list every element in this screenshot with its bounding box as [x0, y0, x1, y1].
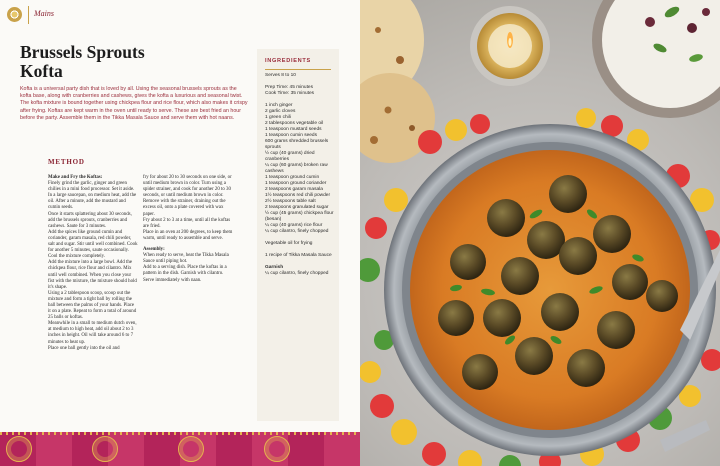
ingredient-line: Cook Time: 35 minutes [265, 91, 315, 96]
ingredient-line: 1 green chili [265, 115, 291, 120]
method-step: When ready to serve, heat the Tikka Masala Sauce until piping hot. [143, 253, 229, 265]
dish-photo [360, 0, 720, 466]
method-column-2 [143, 175, 235, 284]
method-step: Once it starts splattering about 30 seconds, add the brussels sprouts, cranberries and cashews. Saute for 3 minutes. [48, 211, 132, 229]
method-step: Finely grind the garlic, ginger and green chilies in a mini food processor. Set it aside. [48, 181, 135, 193]
decorative-footer-band [0, 432, 360, 466]
mandala-emblem-icon [7, 7, 22, 22]
footer-mandala-icon [6, 436, 32, 462]
ingredient-line: 600 grams shredded brussels sprouts [265, 139, 329, 150]
ingredients-panel [257, 49, 339, 421]
ingredient-line: ½ cup (40 grams) dried cranberries [265, 151, 315, 162]
method-step: Using a 2 tablespoon scoop, scoop out the mixture and form a tight ball by rolling the ball between the palms of your hands. Place it on a plate. Repeat to form a total of around 25 balls or koftas. [48, 290, 137, 321]
footer-mandala-icon [264, 436, 290, 462]
method-step: Add to a serving dish. Place the koftas in a pattern in the dish. Garnish with cilantro. [143, 265, 227, 277]
ingredient-line: ¼ cup cilantro, finely chopped [265, 229, 329, 234]
header-divider [28, 6, 29, 24]
ingredient-line: 2 tablespoons vegetable oil [265, 121, 324, 126]
ingredient-line: Prep Time: 45 minutes [265, 85, 313, 90]
method-step: Fry about 2 to 3 at a time, until all the koftas are fried. [143, 217, 231, 229]
method-step: Place one ball gently into the oil and [48, 345, 120, 351]
ingredient-line: 1 inch ginger [265, 103, 293, 108]
ingredient-line: Garnish [265, 265, 284, 270]
ingredient-line: ½ cup (45 grams) chickpea flour (besan) [265, 211, 334, 222]
ingredient-line: 2 garlic cloves [265, 109, 296, 114]
footer-mandala-icon [92, 436, 118, 462]
method-step: Meanwhile in a small to medium dutch oven, at medium to high heat, add oil about 2 to 3 inches in height. Oil will take around 6 to 7 minutes to heat up. [48, 321, 137, 345]
method-step: In a large saucepan, on medium heat, add the oil. After a minute, add the mustard and cumin seeds. [48, 193, 137, 211]
ingredient-line: Serves 8 to 10 [265, 73, 296, 78]
ingredient-line: ¼ cup cilantro, finely chopped [265, 271, 329, 276]
ingredients-divider [265, 69, 331, 70]
recipe-title [20, 43, 250, 81]
method-step: Add the mixture into a large bowl. Add the chickpea flour, rice flour and cilantro. Mix until well combined. When you close your fist with the mixture, the mixture should hold it's shape. [48, 260, 137, 290]
section-name: Mains [34, 9, 54, 18]
ingredient-line: ¼ cup (60 grams) broken raw cashews [265, 163, 328, 174]
title-line-2: Kofta [20, 61, 63, 81]
ingredient-line: ¼ cup (40 grams) rice flour [265, 223, 323, 228]
method-step: Serve immediately with naan. [143, 277, 202, 283]
ingredient-line: 1½ teaspoons red chili powder [265, 193, 331, 198]
footer-dot-border [0, 432, 360, 435]
method-step: Add the spices like ground cumin and coriander, garam masala, red chili powder, salt and sugar. Stir until well combined. Cook for another 5 minutes, saute occasionally. [48, 229, 138, 254]
ingredient-line: 1 teaspoon mustard seeds [265, 127, 322, 132]
footer-mandala-icon [178, 436, 204, 462]
method-subheading: Make and Fry the Koftas: [48, 175, 103, 180]
ingredients-list [265, 73, 335, 277]
ingredient-line: 1 teaspoon cumin seeds [265, 133, 317, 138]
ingredient-line: 2½ teaspoons table salt [265, 199, 316, 204]
ingredient-line: 1 teaspoon ground cumin [265, 175, 320, 180]
method-heading: METHOD [48, 158, 85, 166]
running-head [0, 0, 360, 34]
ingredient-line: Vegetable oil for frying [265, 241, 313, 246]
method-subheading: Assembly: [143, 247, 165, 253]
method-column-1 [48, 175, 138, 352]
title-line-1: Brussels Sprouts [20, 42, 145, 62]
ingredient-line: 2 teaspoons garam masala [265, 187, 323, 192]
method-step: fry for about 20 to 30 seconds on one side, or until medium brown in color. Turn using a spider strainer, and cook for another 20 to 30 seconds, or until medium brown in color. Remove with the strainer, draining out the excess oil, onto a plate covered with wax paper. [143, 175, 232, 217]
method-step: Cool the mixture completely. [48, 254, 105, 260]
ingredient-line: 1 recipe of Tikka Masala Sauce [265, 253, 332, 258]
dish-photo-illustration [360, 0, 720, 466]
ingredient-line: 1 teaspoon ground coriander [265, 181, 327, 186]
ingredient-line: 2 teaspoons granulated sugar [265, 205, 329, 210]
ingredients-heading: INGREDIENTS [265, 58, 311, 64]
method-step: Place in an oven at 200 degrees, to keep them warm, until ready to assemble and serve. [143, 229, 233, 241]
recipe-intro: Kofta is a universal party dish that is loved by all. Using the seasonal brussels sprouts as the kofta base, along with cranberries and cashews, gives the kofta a luxurious and seasonal twist. The kofta mixture is bound together using chickpea flour and rice flour, which also makes it crispy after frying. Koftas are kept warm in the oven until ready to serve. These are best fried an hour before the party. Assemble them in the Tikka Masala Sauce and serve them with hot naans. [20, 86, 248, 121]
